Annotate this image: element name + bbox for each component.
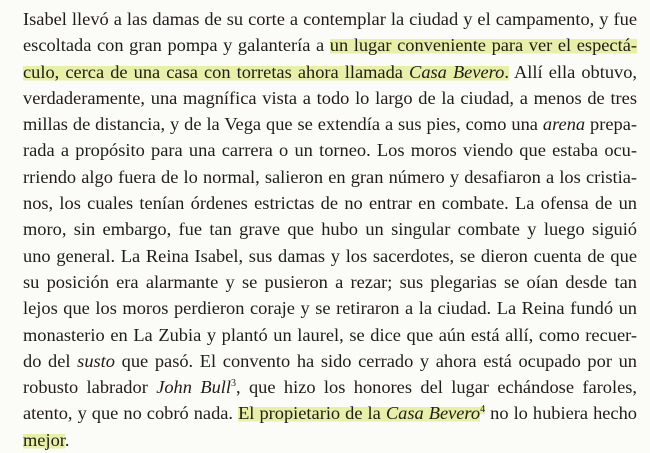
text-run: lejos que los moros perdieron coraje y se retiraron a la ciudad. La Reina fundó un [23,298,637,319]
text-run: nos, los cuales tenían órdenes estrictas de no entrar en combate. La ofensa de un [23,193,637,214]
text-line [23,427,637,453]
text-line [23,59,637,85]
text-run: do del [23,350,78,371]
text-line [23,269,637,295]
text-line [23,164,637,190]
text-run: robusto labrador [23,377,157,398]
highlighted-text: Casa Bevero [385,403,481,424]
text-line [23,374,637,400]
text-run: verdaderamente, una magnífica vista a todo lo largo de la ciudad, a menos de tres [23,87,637,108]
highlighted-text: mejor [23,429,65,450]
text-run: escoltada con gran pompa y galantería a [23,35,330,56]
footnote-marker: 3 [230,378,236,390]
body-paragraph [23,6,637,453]
text-line [23,216,637,242]
text-run: moro, sin embargo, fue tan grave que hubo un singular combate y luego siguió [23,219,637,240]
italic-text: John Bull [156,377,231,398]
text-line [23,111,637,137]
text-line [23,137,637,163]
text-line [23,85,637,111]
footnote-marker: 4 [480,404,486,416]
highlighted-text: El propietario de la [238,403,386,424]
text-run: . [64,429,70,450]
text-run: que pasó. El convento ha sido cerrado y ahora está ocupado por un [114,350,637,371]
highlighted-text: un lugar conveniente para ver el espectá- [329,35,637,56]
text-run: uno general. La Reina Isabel, sus damas y los sacerdotes, se dieron cuenta de que [23,245,637,266]
text-line [23,6,637,32]
text-run: atento, y que no cobró nada. [23,403,239,424]
highlighted-text: culo, cerca de una casa con torretas ahora llamada [23,61,410,82]
text-run: prepa- [585,114,637,135]
text-run: rada a propósito para una carrera o un torneo. Los moros viendo que estaba ocu- [23,140,637,161]
highlighted-text: . [504,61,509,82]
text-line [23,295,637,321]
text-line [23,322,637,348]
text-run: monasterio en La Zubia y plantó un laurel, se dice que aún está allí, como recuer- [23,324,637,345]
text-run: su posición era alarmante y se pusieron a rezar; sus plegarias se oían desde tan [23,271,637,292]
text-run: no lo hubiera hecho [485,403,637,424]
text-line [23,400,637,426]
italic-text: arena [542,114,586,135]
highlighted-text: Casa Bevero [409,61,505,82]
text-line [23,190,637,216]
text-run: millas de distancia, y de la Vega que se extendía a sus pies, como una [23,114,543,135]
text-line [23,243,637,269]
text-line [23,348,637,374]
text-line [23,32,637,58]
text-run: Allí ella obtuvo, [508,61,638,82]
text-run: rriendo algo fuera de lo normal, salieron en gran número y desafiaron a los cristia- [23,166,637,187]
italic-text: susto [77,350,115,371]
text-run: Isabel llevó a las damas de su corte a contemplar la ciudad y el campamento, y fue [23,9,637,29]
text-run: , que hizo los honores del lugar echándose faroles, [235,377,637,398]
